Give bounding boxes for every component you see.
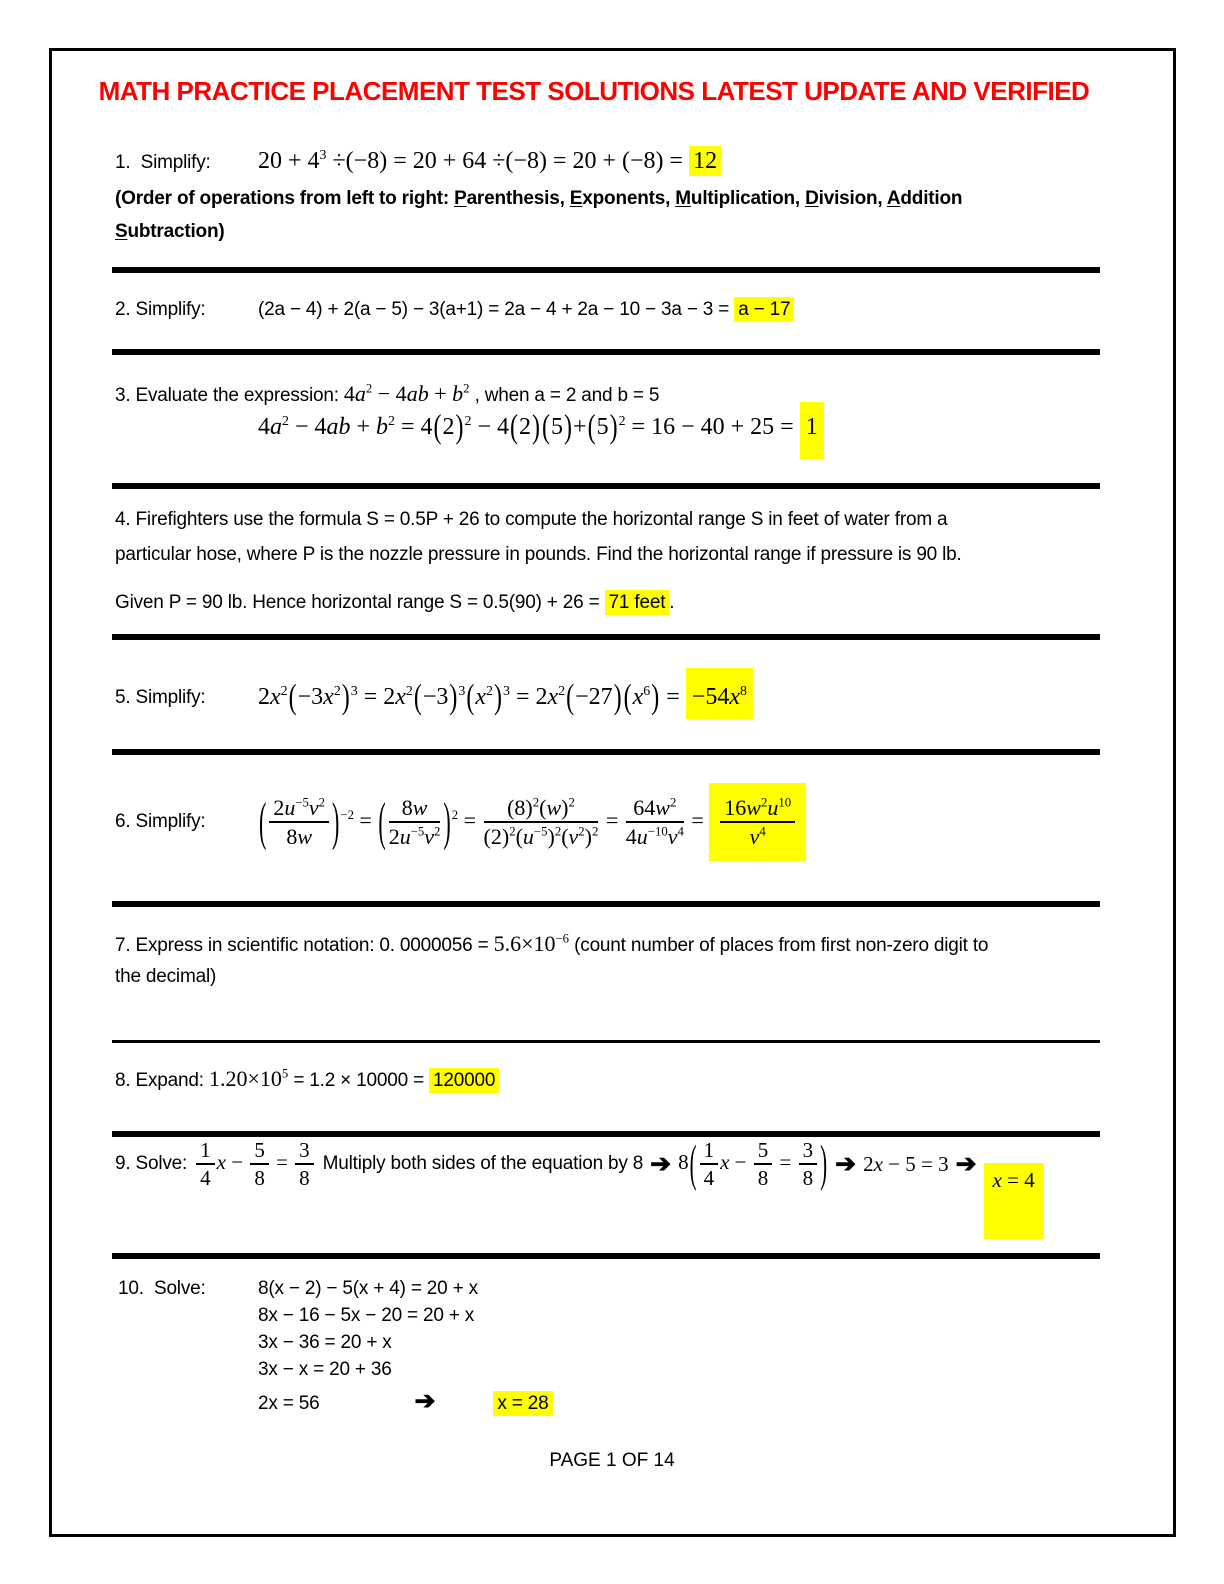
- big-paren: ): [443, 790, 451, 851]
- fraction: $\frac{3}{8}$: [797, 1138, 820, 1190]
- arrow-icon: ➔: [835, 1150, 857, 1178]
- big-paren: ): [493, 678, 502, 717]
- problem-7: [115, 931, 1115, 957]
- problem-5: [115, 676, 1115, 720]
- highlighted-answer: 12: [689, 146, 721, 176]
- highlighted-answer: 1: [800, 402, 824, 459]
- problem-2-equation: (2a − 4) + 2(a − 5) − 3(a+1) = 2a − 4 + 2a − 10 − 3a − 3 = a − 17: [258, 299, 794, 321]
- problem-6-equation: ( $\frac{2u^{-5}v^2}{8w}$ )$^{-2}$ = ( $\frac{8w}{2u^{-5}v^2}$ )$^2$ = $\frac{(8)^2(w)^2}{(2)^2(u^{-5})^2(v^2)^2}$ = $\frac{64w^2}{4u^{-10}v^4}$ = $\frac{16w^2u^{10}}{v^4}$: [258, 783, 806, 862]
- problem-10-step: 2x = 56: [258, 1393, 320, 1414]
- problem-9: [115, 1122, 1115, 1206]
- problem-5-label: 5. Simplify:: [115, 687, 206, 708]
- section-divider: [112, 483, 1100, 489]
- problem-6-label: 6. Simplify:: [115, 811, 206, 832]
- problem-10-steps: [258, 1278, 1224, 1413]
- highlighted-answer: [709, 783, 806, 862]
- problem-10-step: 3x − x = 20 + 36: [258, 1359, 392, 1380]
- fraction: $\frac{5}{8}$: [752, 1138, 775, 1190]
- problem-7-text-after: (count number of places from first non-zero digit to: [569, 935, 989, 956]
- big-paren: ): [449, 678, 458, 717]
- big-paren: (: [433, 409, 442, 446]
- problem-7-scientific-notation: $5.6\times 10^{-6}$: [493, 931, 570, 956]
- problem-9-answer: x = 4: [984, 1163, 1044, 1239]
- problem-10-answer: x = 28: [493, 1391, 552, 1416]
- big-paren: ): [651, 678, 660, 717]
- big-paren: ): [532, 409, 541, 446]
- section-divider-thin: [112, 1040, 1100, 1043]
- problem-10-step: 8x − 16 − 5x − 20 = 20 + x: [258, 1305, 475, 1326]
- big-paren: (: [689, 1134, 697, 1192]
- big-paren: ): [341, 678, 350, 717]
- problem-5-equation: $2x^2(-3x^2)^3 = 2x^2(-3)^3(x^2)^3 = 2x^2(-27)(x^6) = -54x^8$: [258, 684, 753, 712]
- big-paren: (: [466, 678, 475, 717]
- page-title: MATH PRACTICE PLACEMENT TEST SOLUTIONS LATEST UPDATE AND VERIFIED: [98, 76, 1090, 106]
- big-paren: (: [510, 409, 519, 446]
- highlighted-answer: $-54x^8$: [686, 668, 753, 719]
- section-divider: [112, 634, 1100, 640]
- problem-4-text-line2: particular hose, where P is the nozzle pressure in pounds. Find the horizontal range if pressure is 90 lb.: [115, 544, 962, 565]
- big-paren: (: [378, 790, 386, 851]
- problem-8: [115, 1066, 1115, 1092]
- problem-3: [115, 381, 1115, 407]
- problem-3-intro: 3. Evaluate the expression:: [115, 385, 344, 406]
- fraction: $\frac{1}{4}$: [194, 1138, 217, 1190]
- big-paren: ): [609, 409, 618, 446]
- big-paren: (: [259, 790, 267, 851]
- big-paren: (: [566, 678, 575, 717]
- fraction: $\frac{16w^2u^{10}}{v^4}$: [718, 795, 797, 850]
- problem-3-condition: , when a = 2 and b = 5: [469, 385, 660, 406]
- problem-9-equation-multiplied: 8( $\frac{1}{4}$ x − $\frac{5}{8}$ = $\frac{3}{8}$ ): [678, 1138, 828, 1190]
- big-paren: ): [332, 790, 340, 851]
- section-divider: [112, 349, 1100, 355]
- problem-10-final-line: [258, 1386, 1224, 1413]
- problem-8-answer: 120000: [429, 1068, 499, 1093]
- problem-9-label: 9. Solve:: [115, 1153, 188, 1174]
- arrow-icon: ➔: [955, 1150, 977, 1178]
- highlighted-answer: 71 feet: [605, 590, 670, 615]
- problem-1-label: 1. Simplify:: [115, 152, 211, 173]
- fraction: $\frac{5}{8}$: [248, 1138, 271, 1190]
- problem-10-step: 8(x − 2) − 5(x + 4) = 20 + x: [258, 1278, 478, 1299]
- problem-9-equation-simplified: 2x − 5 = 3: [863, 1151, 949, 1176]
- problem-7-text-line2: the decimal): [115, 966, 217, 987]
- fraction: $\frac{3}{8}$: [293, 1138, 316, 1190]
- problem-4-solution: Given P = 90 lb. Hence horizontal range S = 0.5(90) + 26 = 71 feet .: [115, 592, 675, 613]
- section-divider: [112, 267, 1100, 273]
- big-paren: ): [455, 409, 464, 446]
- problem-9-equation-left: $\frac{1}{4}$ x − $\frac{5}{8}$ = $\frac{3}{8}$: [194, 1138, 316, 1190]
- problem-8-label: 8. Expand:: [115, 1070, 209, 1091]
- big-paren: ): [613, 678, 622, 717]
- arrow-icon: ➔: [414, 1387, 436, 1415]
- section-divider: [112, 901, 1100, 907]
- problem-10-step: 3x − 36 = 20 + x: [258, 1332, 392, 1353]
- big-paren: (: [623, 678, 632, 717]
- problem-1-equation: $20 + 4^3 \div(-8) = 20 + 64 \div(-8) = 20 + (-8) = 12$: [258, 148, 721, 175]
- fraction: $\frac{(8)^2(w)^2}{(2)^2(u^{-5})^2(v^2)^2}$: [483, 794, 599, 849]
- fraction: $\frac{1}{4}$: [698, 1138, 721, 1190]
- page-footer: PAGE 1 OF 14: [549, 1450, 675, 1471]
- problem-9-instruction: Multiply both sides of the equation by 8: [322, 1153, 644, 1174]
- section-divider: [112, 1253, 1100, 1259]
- big-paren: (: [587, 409, 596, 446]
- problem-1-note-line1: (Order of operations from left to right: Parenthesis, Exponents, Multiplication, Division, Addition: [115, 188, 963, 209]
- problem-6: [115, 760, 1115, 884]
- problem-2-label: 2. Simplify:: [115, 299, 206, 320]
- big-paren: (: [542, 409, 551, 446]
- problem-10-label: 10. Solve:: [118, 1278, 206, 1299]
- problem-8-middle: = 1.2 × 10000 =: [288, 1070, 430, 1091]
- arrow-icon: ➔: [650, 1150, 672, 1178]
- big-paren: (: [413, 678, 422, 717]
- fraction: $\frac{64w^2}{4u^{-10}v^4}$: [625, 794, 684, 849]
- problem-3-expression: $4a^2 - 4ab + b^2$: [343, 381, 470, 406]
- problem-2: [115, 299, 1115, 321]
- section-divider: [112, 749, 1100, 755]
- problem-3-solution: $4a^2 - 4ab + b^2 = 4(2)^2 - 4(2)(5)+(5)^2 = 16 - 40 + 25 = 1$: [258, 414, 1224, 442]
- problem-1-note-line2: Subtraction): [115, 221, 225, 242]
- big-paren: ): [820, 1134, 828, 1192]
- problem-1: [115, 148, 1115, 175]
- big-paren: ): [564, 409, 573, 446]
- problem-4-text-line1: 4. Firefighters use the formula S = 0.5P + 26 to compute the horizontal range S in feet of water from a: [115, 509, 948, 530]
- problem-7-text-before: 7. Express in scientific notation: 0. 0000056 =: [115, 935, 494, 956]
- highlighted-answer: a − 17: [734, 297, 794, 322]
- fraction: $\frac{2u^{-5}v^2}{8w}$: [267, 795, 331, 850]
- big-paren: (: [288, 678, 297, 717]
- fraction: $\frac{8w}{2u^{-5}v^2}$: [388, 794, 441, 849]
- problem-8-scientific-notation: $1.20\times 10^5$: [208, 1066, 289, 1091]
